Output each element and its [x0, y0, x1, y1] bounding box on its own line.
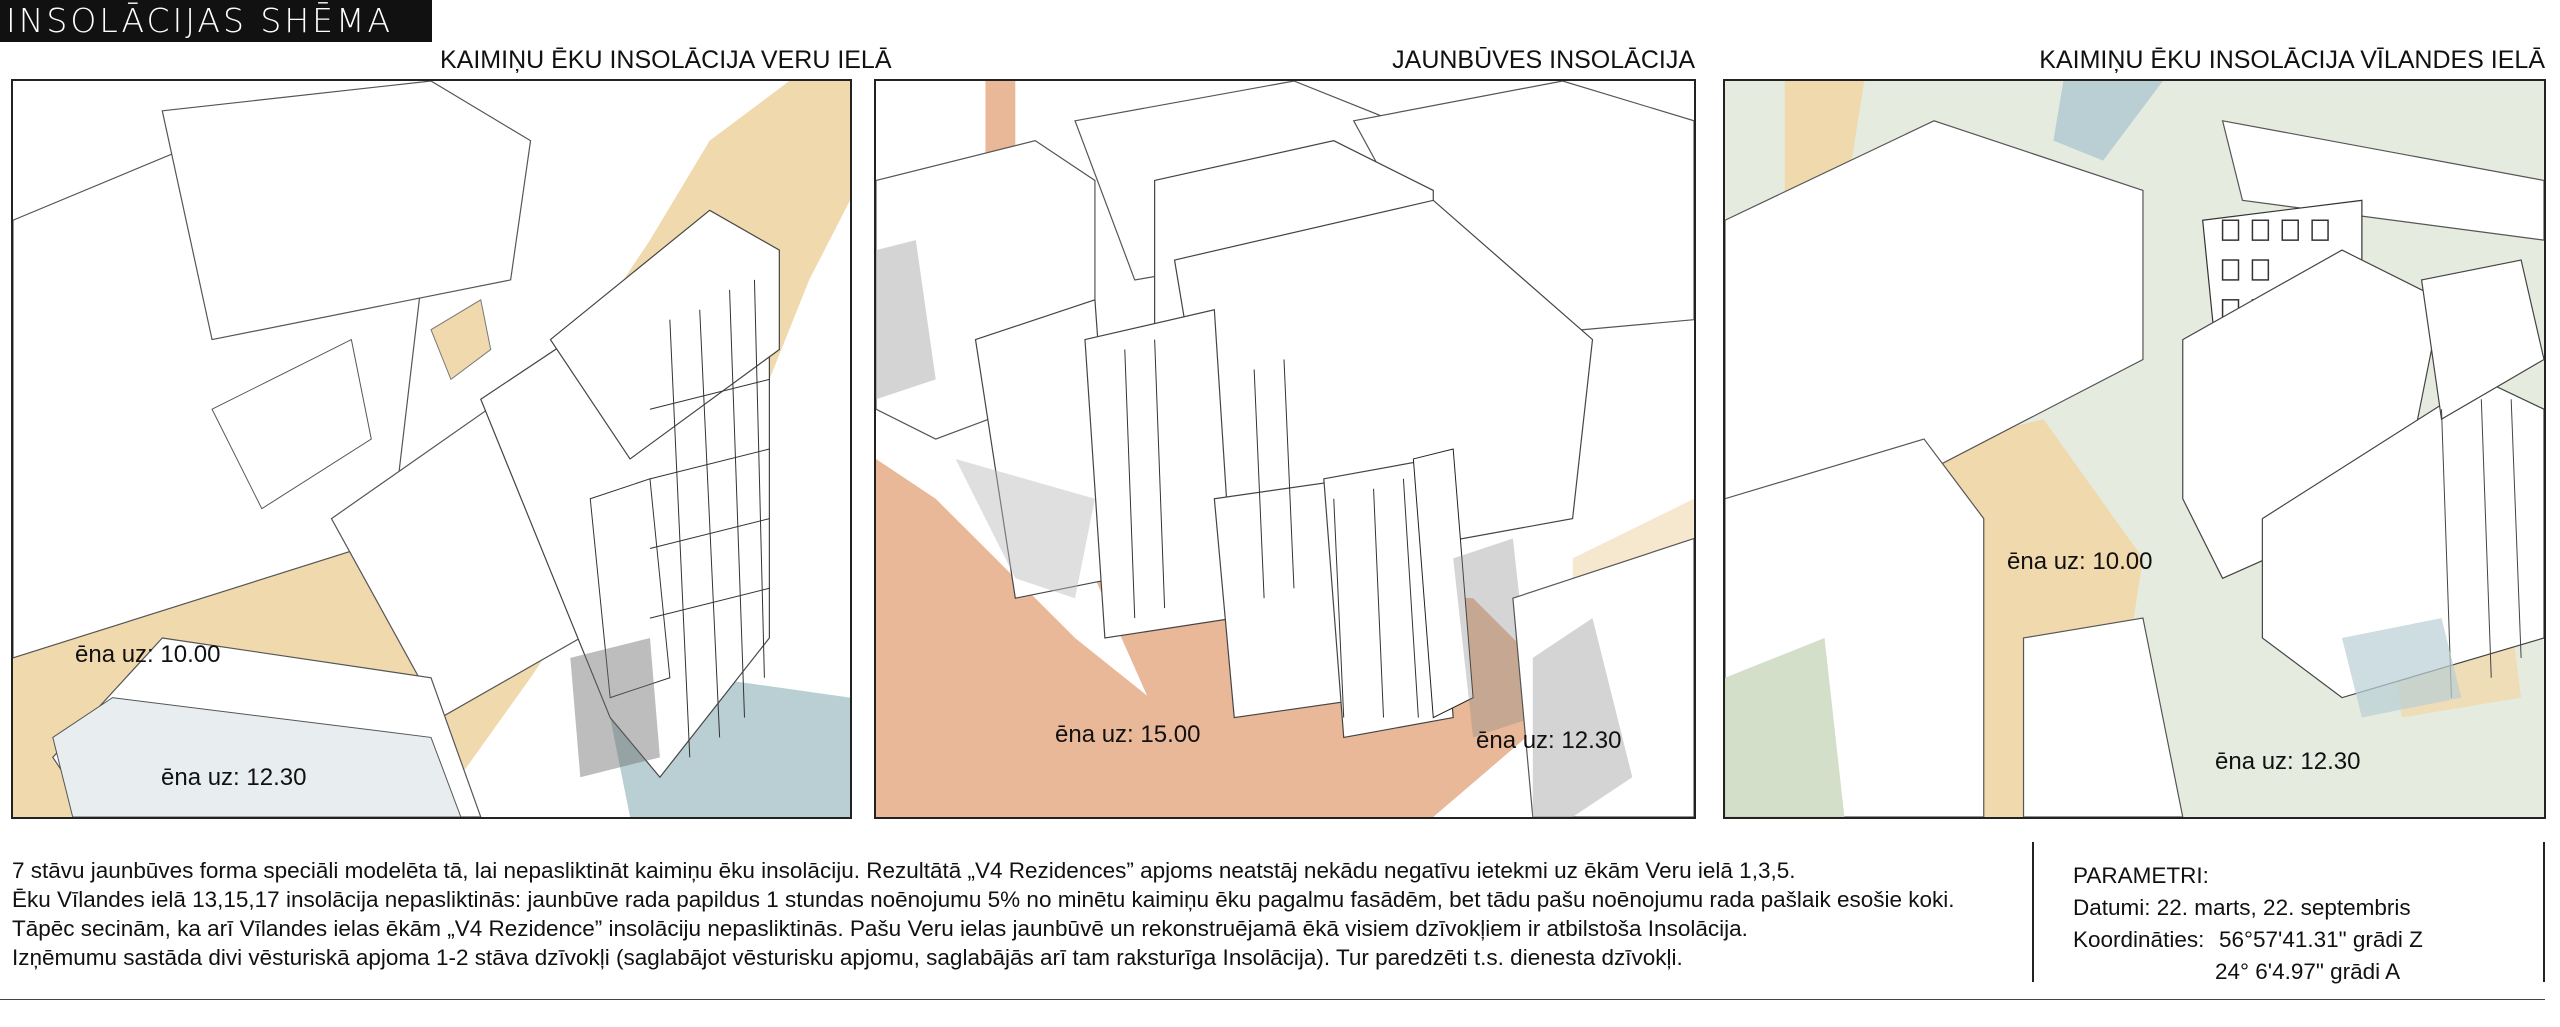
- parameters-coords-row: [2073, 924, 2533, 956]
- shadow-label: ēna uz: 12.30: [1476, 727, 1622, 754]
- shadow-label: ēna uz: 10.00: [75, 641, 221, 668]
- description-line: 7 stāvu jaunbūves forma speciāli modelēta tā, lai nepasliktināt kaimiņu ēku insolāciju. Rezultātā „V4 Rezidences” apjoms neatstāj nekādu negatīvu ietekmi uz ēkām Veru ielā 1,3,5.: [12, 858, 1796, 883]
- divider: [2032, 842, 2034, 982]
- page-title: INSOLĀCIJAS SHĒMA: [0, 0, 432, 42]
- coord-latitude: 56°57'41.31" grādi Z: [2219, 927, 2423, 952]
- panel-veru-iela: [11, 79, 852, 819]
- shadow-label: ēna uz: 15.00: [1055, 721, 1201, 748]
- panel-vilandes-iela: [1723, 79, 2546, 819]
- shadow-label: ēna uz: 10.00: [2007, 548, 2153, 575]
- coords-label: Koordināties:: [2073, 927, 2205, 952]
- shadow-label: ēna uz: 12.30: [2215, 748, 2361, 775]
- panel-3-title: KAIMIŅU ĒKU INSOLĀCIJA VĪLANDES IELĀ: [2039, 46, 2545, 74]
- panel-3-drawing: [1725, 81, 2544, 817]
- shadow-label: ēna uz: 12.30: [161, 764, 307, 791]
- panel-2-title: JAUNBŪVES INSOLĀCIJA: [1392, 46, 1695, 74]
- description-line: Ēku Vīlandes ielā 13,15,17 insolācija nepasliktinās: jaunbūve rada papildus 1 stundas noēnojumu 5% no minētu kaimiņu ēku pagalmu fasādēm, bet tādu pašu noēnojumu rada pašlaik esošie koki.: [12, 887, 1955, 912]
- panel-2-drawing: [876, 81, 1694, 817]
- description-line: Tāpēc secinām, ka arī Vīlandes ielas ēkām „V4 Rezidence” insolāciju nepasliktinās. Pašu Veru ielas jaunbūvē un rekonstruējamā ēkā visiem dzīvokļiem ir atbilstoša Insolācija.: [12, 916, 1748, 941]
- parameters-box: [2073, 860, 2533, 988]
- bottom-rule: [0, 999, 2545, 1000]
- panel-jaunbuve: [874, 79, 1696, 819]
- coord-longitude: 24° 6'4.97" grādi A: [2215, 959, 2401, 984]
- description: [12, 856, 2012, 972]
- panel-1-title: KAIMIŅU ĒKU INSOLĀCIJA VERU IELĀ: [440, 46, 892, 74]
- divider: [2543, 842, 2545, 982]
- description-line: Izņēmumu sastāda divi vēsturiskā apjoma 1-2 stāva dzīvokļi (saglabājot vēsturisku apjomu, saglabājās arī tam raksturīga Insolācija). Tur paredzēti t.s. dienesta dzīvokļi.: [12, 945, 1683, 970]
- panel-1-drawing: [13, 81, 850, 817]
- parameters-dates: Datumi: 22. marts, 22. septembris: [2073, 895, 2411, 920]
- parameters-heading: PARAMETRI:: [2073, 863, 2209, 888]
